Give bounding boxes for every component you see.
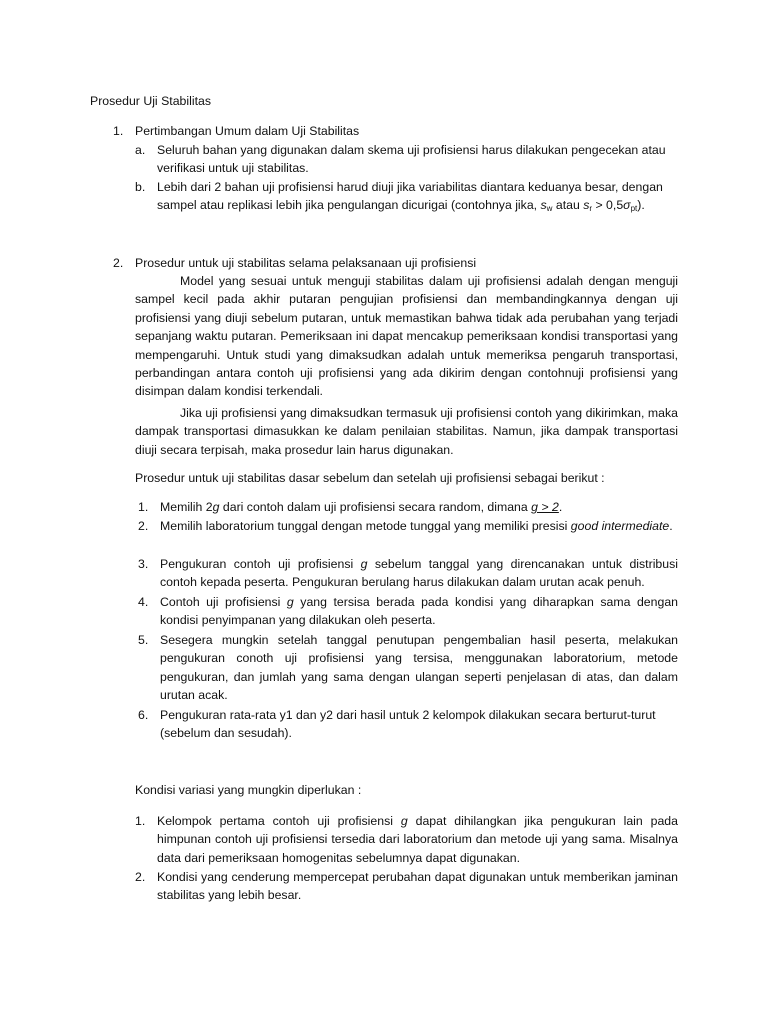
section-2-number: 2. [113, 256, 124, 270]
subscript-r: r [589, 204, 593, 214]
step-1-text-b: dari contoh dalam uji profisiensi secara random, dimana [219, 500, 532, 514]
procedure-step-1 [138, 498, 678, 517]
condition-1-number: 1. [135, 814, 146, 828]
step-1-end: . [558, 500, 563, 514]
section-2-heading [113, 254, 678, 273]
section-1-number: 1. [113, 124, 124, 138]
step-2-text-a: Memilih laboratorium tunggal dengan metode tunggal yang memiliki presisi [160, 519, 571, 533]
condition-1-var-g: g [400, 814, 408, 828]
condition-2-text: Kondisi yang cenderung mempercepat perubahan dapat digunakan untuk memberikan jaminan stabilitas yang lebih besar. [157, 870, 678, 903]
procedure-step-4 [138, 593, 678, 631]
step-2-text: Memilih laboratorium tunggal dengan metode tunggal yang memiliki presisi good intermediate. [160, 519, 673, 533]
step-1-text-a: Memilih 2 [160, 500, 213, 514]
step-4-text [160, 593, 678, 630]
item-a-text: Seluruh bahan yang digunakan dalam skema uji profisiensi harus dilakukan pengecekan atau verifikasi untuk uji stabilitas. [157, 143, 666, 176]
item-b-marker: b. [135, 180, 146, 194]
symbol-sigma: σ [623, 198, 631, 213]
section-1-item-a [135, 141, 678, 179]
step-3-text-b: sebelum tanggal yang direncanakan untuk distribusi contoh kepada peserta. Pengukuran berulang harus dilakukan dalam urutan acak penuh. [160, 557, 678, 590]
step-3-number: 3. [138, 557, 149, 571]
item-a-marker: a. [135, 143, 146, 157]
condition-2-number: 2. [135, 870, 146, 884]
step-1-condition: g > 2 [531, 500, 559, 514]
page-title-text: Prosedur Uji Stabilitas [90, 94, 211, 108]
step-5-text: Sesegera mungkin setelah tanggal penutupan pengembalian hasil peserta, melakukan pengukuran conoth uji profisiensi yang tersisa, menggunakan laboratorium, metode pengukuran, dan jumlah yang sama dengan ulangan seperti penjelasan di atas, dan dalam urutan acak. [160, 633, 678, 703]
conditions-intro: Kondisi variasi yang mungkin diperlukan : [135, 783, 362, 797]
item-b-threshold: > 0,5 [592, 198, 624, 213]
condition-1-text-b: dapat dihilangkan jika pengukuran lain pada himpunan contoh uji profisiensi tersedia dari laboratorium dan metode uji yang sama. Misalnya data dari pemeriksaan homogenitas sebelumnya dapat digunakan. [157, 814, 678, 865]
procedure-step-3 [138, 555, 678, 593]
page-title [90, 92, 211, 110]
item-b-or: atau [552, 198, 584, 213]
item-b-end: ). [637, 198, 645, 213]
item-b-text-main: Lebih dari 2 bahan uji profisiensi harud diuji jika variabilitas diantara keduanya besar, dengan sampel atau replikasi lebih jika pengulangan dicurigai (contohnya jika, [157, 180, 663, 213]
step-4-var-g: g [286, 595, 294, 609]
step-6-number: 6. [138, 708, 149, 722]
step-5-number: 5. [138, 633, 149, 647]
section-1-heading [113, 122, 678, 141]
step-3-var-g: g [360, 557, 368, 571]
section-1-heading-text: Pertimbangan Umum dalam Uji Stabilitas [135, 124, 360, 138]
condition-2 [135, 868, 678, 906]
condition-1-text-a: Kelompok pertama contoh uji profisiensi [157, 814, 401, 828]
subscript-pt: pt [630, 204, 638, 214]
step-4-number: 4. [138, 595, 149, 609]
section-2-paragraph-2: Jika uji profisiensi yang dimaksudkan termasuk uji profisiensi contoh yang dikirimkan, maka dampak transportasi dimasukkan ke dalam penilaian stabilitas. Namun, jika dampak transportasi diuji secara terpisah, maka prosedur lain harus digunakan. [135, 406, 678, 457]
subscript-w: w [546, 204, 553, 214]
procedure-step-6 [138, 706, 678, 744]
procedure-intro: Prosedur untuk uji stabilitas dasar sebelum dan setelah uji profisiensi sebagai berikut : [135, 471, 605, 485]
step-4-text-a: Contoh uji profisiensi [160, 595, 287, 609]
condition-1 [135, 812, 678, 868]
step-3-text [160, 555, 678, 592]
step-2-italic: good intermediate [570, 519, 670, 533]
section-2-paragraph-1: Model yang sesuai untuk menguji stabilitas dalam uji profisiensi adalah dengan menguji sampel kecil pada akhir putaran pengujian profisiensi dan membandingkannya dengan uji profisiensi yang diuji sebelum putaran, untuk memastikan bahwa tidak ada perubahan yang terjadi sepanjang waktu putaran. Pemeriksaan ini dapat mencakup pemeriksaan kondisi transportasi yang mempengaruhi. Untuk studi yang dimaksudkan adalah untuk memeriksa pengaruh transportasi, perbandingan antara contoh uji profisiensi yang ada dikirim dengan contohnuji profisiensi yang disimpan dalam kondisi terkendali. [135, 274, 678, 399]
symbol-s-w: s [540, 198, 547, 213]
step-2-number: 2. [138, 519, 149, 533]
step-1-text [160, 498, 678, 516]
step-4-text-b: yang tersisa berada pada kondisi yang diharapkan sama dengan kondisi penyimpanan yang dilakukan oleh peserta. [160, 595, 678, 628]
procedure-step-5 [138, 631, 678, 707]
section-2-heading-text: Prosedur untuk uji stabilitas selama pelaksanaan uji profisiensi [135, 256, 477, 270]
condition-1-text [157, 812, 678, 867]
section-1-item-b [135, 178, 680, 234]
symbol-s-r: s [583, 198, 590, 213]
item-b-text [157, 178, 680, 215]
procedure-step-2 [138, 517, 678, 555]
step-3-text-a: Pengukuran contoh uji profisiensi [160, 557, 361, 571]
step-6-text: Pengukuran rata-rata y1 dan y2 dari hasil untuk 2 kelompok dilakukan secara berturut-turut (sebelum dan sesudah). [160, 708, 656, 741]
step-1-number: 1. [138, 500, 149, 514]
step-1-var-g: g [212, 500, 220, 514]
